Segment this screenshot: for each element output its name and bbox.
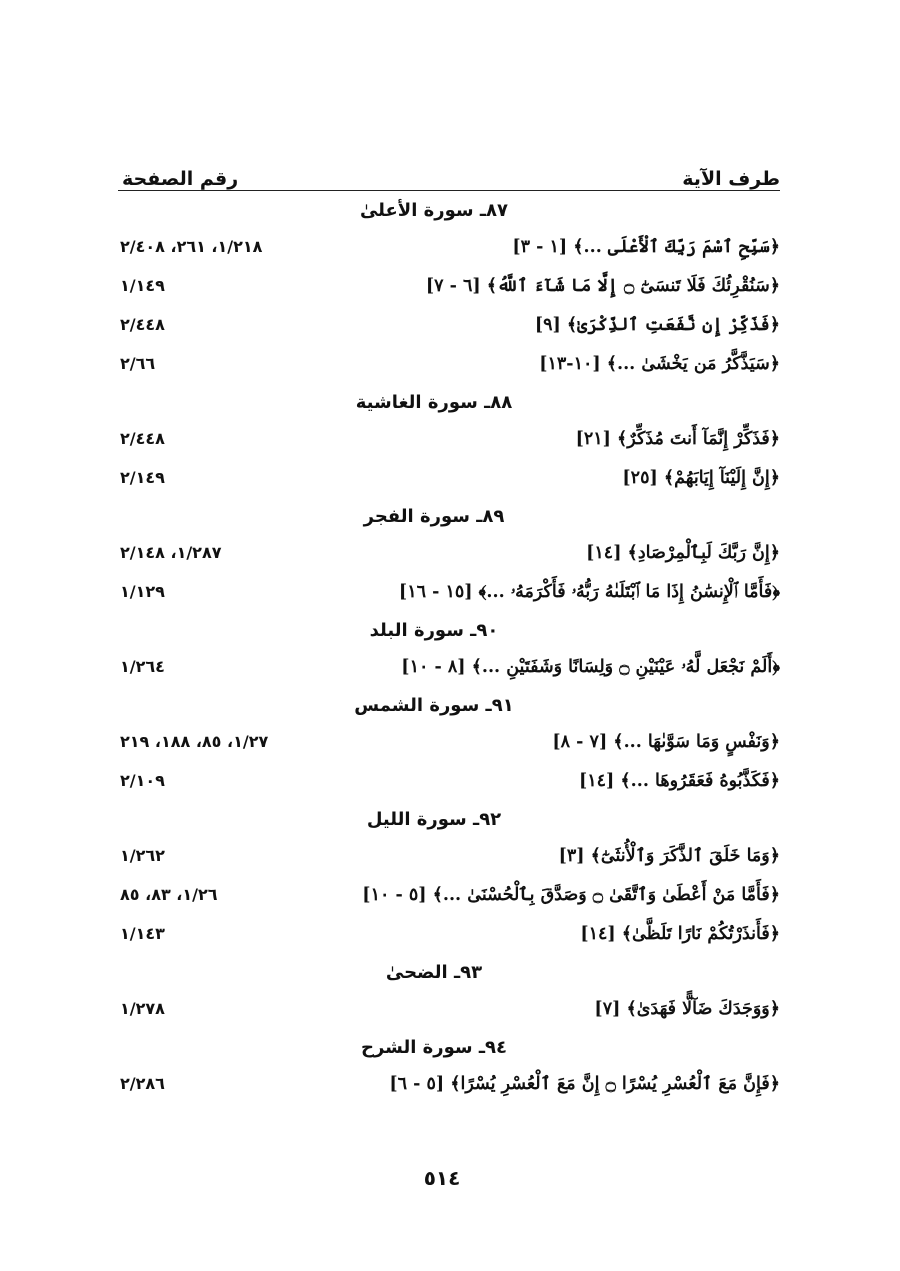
index-row [118,266,780,305]
index-row [118,914,780,953]
page-references: ١/١٤٣ [120,924,165,943]
page-references: ٢/٦٦ [120,354,156,373]
verse-fragment: ﴿فَإِنَّ مَعَ ٱلْعُسْرِ يُسْرًا ۝ إِنَّ مَعَ ٱلْعُسْرِ يُسْرًا﴾ [٥ - ٦] [389,1073,780,1094]
page-references: ١/٢٧، ٨٥، ١٨٨، ٢١٩ [120,732,269,751]
index-row [118,761,780,800]
index-row [118,458,780,497]
page-number-column-header: رقم الصفحة [122,168,239,190]
page-footer [0,1166,900,1190]
page-references: ٢/١٤٩ [120,468,165,487]
page-references: ١/٢٦٤ [120,657,165,676]
index-row [118,227,780,266]
page-references: ١/٢٦، ٨٣، ٨٥ [120,885,218,904]
table-header [118,150,780,191]
verse-fragment: ﴿فَأَمَّا مَنْ أَعْطَىٰ وَٱتَّقَىٰ ۝ وَصَدَّقَ بِٱلْحُسْنَىٰ ...﴾ [٥ - ١٠] [362,884,780,905]
verse-fragment: ﴿فَأَنذَرْتُكُمْ نَارًا تَلَظَّىٰ﴾ [١٤] [580,923,780,944]
page-references: ١/٢٦٢ [120,846,165,865]
index-row [118,419,780,458]
index-row [118,572,780,611]
verse-fragment: ﴿فَأَمَّا ٱلْإِنسَٰنُ إِذَا مَا ٱبْتَلَىٰهُ رَبُّهُۥ فَأَكْرَمَهُۥ ...﴾ [١٥ - ١٦] [398,581,780,602]
page-references: ١/٢٧٨ [120,999,165,1018]
verse-column-header: طرف الآية [682,168,780,190]
verse-fragment: ﴿سَبِّحِ ٱسْمَ رَبِّكَ ٱلْأَعْلَى ...﴾ [١ - ٣] [512,236,780,257]
index-row [118,875,780,914]
verse-fragment: ﴿إِنَّ إِلَيْنَآ إِيَابَهُمْ﴾ [٢٥] [622,467,780,488]
verse-fragment: ﴿وَوَجَدَكَ ضَآلًّا فَهَدَىٰ﴾ [٧] [594,998,780,1019]
verse-fragment: ﴿سَنُقْرِئُكَ فَلَا تَنسَىٰٓ ۝ إِلَّا مَا شَآءَ ٱللَّهُ﴾ [٦ - ٧] [425,275,780,296]
verse-fragment: ﴿سَيَذَّكَّرُ مَن يَخْشَىٰ ...﴾ [١٠-١٣] [539,353,780,374]
page-references: ٢/١٠٩ [120,771,165,790]
page-references: ٢/٤٤٨ [120,315,165,334]
verse-fragment: ﴿وَمَا خَلَقَ ٱلذَّكَرَ وَٱلْأُنثَىٰٓ﴾ [٣] [558,845,780,866]
surah-title: ٩١ـ سورة الشمس [354,695,514,716]
surah-title: ٩٤ـ سورة الشرح [360,1037,508,1058]
page-references: ٢/٤٤٨ [120,429,165,448]
index-row [118,722,780,761]
surah-title: ٩٢ـ سورة الليل [366,809,502,830]
verse-fragment: ﴿وَنَفْسٍ وَمَا سَوَّىٰهَا ...﴾ [٧ - ٨] [552,731,780,752]
index-row [118,344,780,383]
index-row [118,836,780,875]
verse-fragment: ﴿فَكَذَّبُوهُ فَعَقَرُوهَا ...﴾ [١٤] [578,770,780,791]
surah-title: ٩٣ـ الضحىٰ [385,962,483,983]
verse-fragment: ﴿فَذَكِّرْ إِنَّمَآ أَنتَ مُذَكِّرٌ﴾ [٢١] [575,428,780,449]
index-row [118,647,780,686]
verse-fragment: ﴿أَلَمْ نَجْعَل لَّهُۥ عَيْنَيْنِ ۝ وَلِسَانًا وَشَفَتَيْنِ ...﴾ [٨ - ١٠] [401,656,780,677]
surah-title: ٩٠ـ سورة البلد [369,620,499,641]
sections-list [118,191,780,1103]
surah-title: ٨٧ـ سورة الأعلىٰ [359,200,509,221]
surah-title: ٨٩ـ سورة الفجر [363,506,505,527]
page-references: ١/٢١٨، ٢٦١، ٢/٤٠٨ [120,237,263,256]
page-references: ١/٢٨٧، ٢/١٤٨ [120,543,222,562]
surah-title: ٨٨ـ سورة الغاشية [355,392,513,413]
page-references: ١/١٤٩ [120,276,165,295]
verse-fragment: ﴿إِنَّ رَبَّكَ لَبِٱلْمِرْصَادِ﴾ [١٤] [586,542,780,563]
page-references: ٢/٢٨٦ [120,1074,165,1093]
index-row [118,305,780,344]
index-row [118,533,780,572]
index-row [118,1064,780,1103]
index-row [118,989,780,1028]
page-number: ٥١٤ [423,1166,461,1190]
verse-fragment: ﴿فَذَكِّرْ إِن نَّفَعَتِ ٱلذِّكْرَىٰ﴾ [٩] [534,314,780,335]
page-references: ١/١٢٩ [120,582,165,601]
index-page [118,150,780,1103]
